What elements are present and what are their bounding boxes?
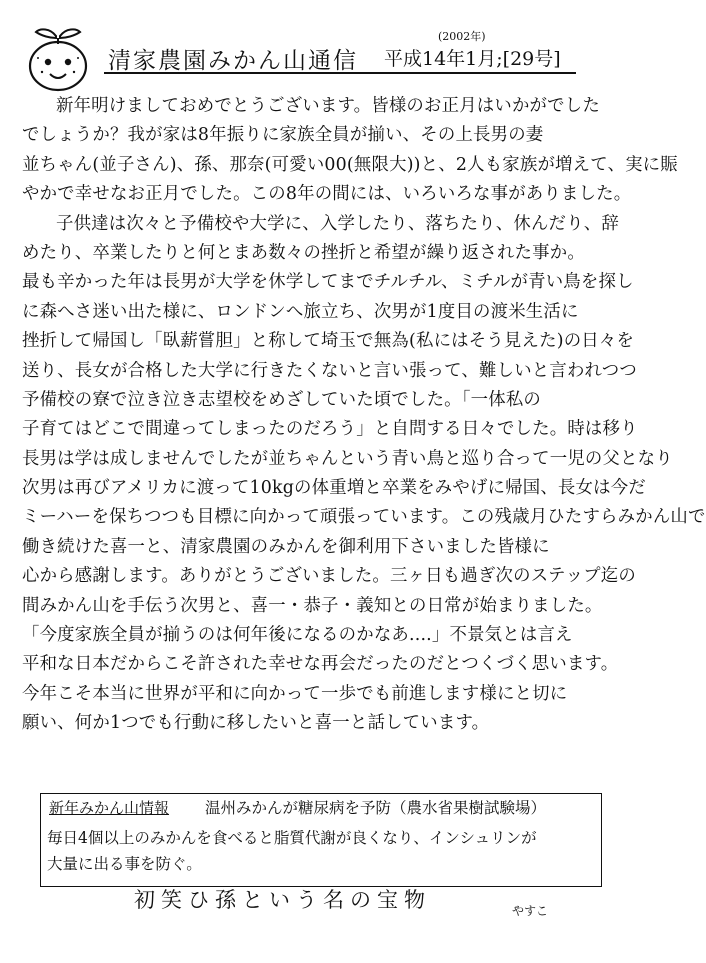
header-underline bbox=[104, 72, 576, 74]
body-line: ミーハーを保ちつつも目標に向かって頑張っています。この残歳月ひたすらみかん山で bbox=[22, 507, 706, 528]
body-line: 送り、長女が合格した大学に行きたくないと言い張って、難しいと言われつつ bbox=[22, 360, 637, 381]
info-line: 大量に出る事を防ぐ。 bbox=[47, 855, 202, 873]
body-line: 最も辛かった年は長男が大学を休学してまでチルチル、ミチルが青い鳥を探し bbox=[22, 272, 634, 293]
info-heading: 新年みかん山情報 bbox=[49, 799, 170, 817]
body-line: 子育てはどこで間違ってしまったのだろう」と自問する日々でした。時は移り bbox=[22, 419, 638, 440]
body-line: めたり、卒業したりと何とまあ数々の挫折と希望が繰り返された事か。 bbox=[22, 242, 585, 263]
body-line: 予備校の寮で泣き泣き志望校をめざしていた頃でした。「一体私の bbox=[22, 389, 542, 410]
info-box bbox=[40, 793, 602, 887]
body-line: でしょうか？我が家は8年振りに家族全員が揃い、その上長男の妻 bbox=[22, 125, 544, 146]
letter-body bbox=[22, 92, 706, 739]
issue-year-note: (2002年) bbox=[438, 30, 486, 43]
body-line: 願い、何か1つでも行動に移したいと喜一と話しています。 bbox=[22, 713, 490, 734]
body-line: に森へさ迷い出た様に、ロンドンへ旅立ち、次男が1度目の渡米生活に bbox=[22, 301, 579, 322]
body-line: 平和な日本だからこそ許された幸せな再会だったのだとつくづく思います。 bbox=[22, 654, 619, 675]
haiku: 初笑ひ孫という名の宝物 bbox=[134, 888, 431, 912]
body-line: 子供達は次々と予備校や大学に、入学したり、落ちたり、休んだり、辞 bbox=[56, 213, 619, 234]
body-line: やかで幸せなお正月でした。この8年の間には、いろいろな事がありました。 bbox=[22, 184, 632, 205]
haiku-author: やすこ bbox=[512, 904, 549, 918]
body-line: 並ちゃん(並子さん)、孫、那奈(可愛い00(無限大))と、2人も家族が増えて、実に賑 bbox=[22, 154, 678, 175]
body-line: 長男は学は成しませんでしたが並ちゃんという青い鳥と巡り合って一児の父となり bbox=[22, 448, 673, 469]
info-line: 毎日4個以上のみかんを食べると脂質代謝が良くなり、インシュリンが bbox=[47, 829, 537, 847]
body-line: 心から感謝します。ありがとうございました。三ヶ日も過ぎ次のステップ迄の bbox=[22, 566, 636, 587]
body-line: 働き続けた喜一と、清家農園のみかんを御利用下さいました皆様に bbox=[22, 536, 550, 557]
body-line: 今年こそ本当に世界が平和に向かって一歩でも前進します様にと切に bbox=[22, 683, 568, 704]
newsletter-title: 清家農園みかん山通信 bbox=[108, 48, 358, 74]
body-line: 間みかん山を手伝う次男と、喜一・恭子・義知との日常が始まりました。 bbox=[22, 595, 603, 616]
info-subject: 温州みかんが糖尿病を予防（農水省果樹試験場） bbox=[205, 799, 547, 817]
body-line: 次男は再びアメリカに渡って10kgの体重増と卒業をみやげに帰国、長女は今だ bbox=[22, 478, 646, 499]
newsletter-header bbox=[104, 28, 610, 76]
mikan-mascot-icon bbox=[22, 22, 94, 94]
body-line: 「今度家族全員が揃うのは何年後になるのかなあ....」不景気とは言え bbox=[22, 625, 573, 646]
issue-number: 平成14年1月;[29号] bbox=[384, 48, 561, 70]
body-line: 新年明けましておめでとうございます。皆様のお正月はいかがでした bbox=[56, 96, 600, 116]
body-line: 挫折して帰国し「臥薪嘗胆」と称して埼玉で無為(私にはそう見えた)の日々を bbox=[22, 331, 635, 352]
